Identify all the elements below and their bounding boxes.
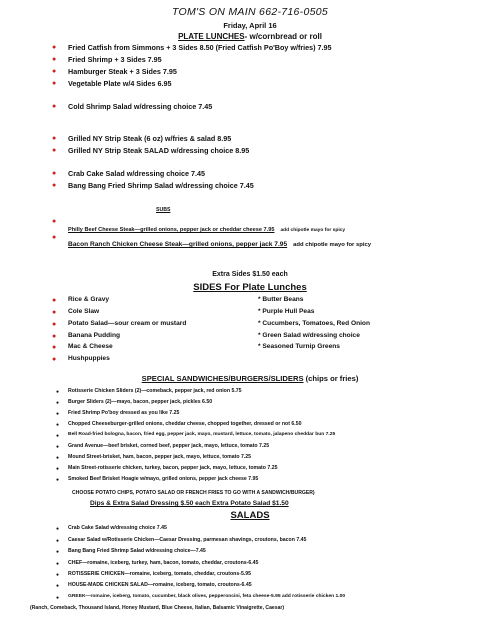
special-item: Chopped Cheeseburger-grilled onions, cheddar cheese, chopped together, dressed or not 6.50 <box>68 421 302 427</box>
bullet-icon: ● <box>56 538 60 544</box>
bullet-icon: ● <box>52 56 57 63</box>
plate-lunch-item: Vegetable Plate w/4 Sides 6.95 <box>68 79 172 88</box>
bullet-icon: ● <box>56 422 60 428</box>
bullet-icon: ● <box>56 389 60 395</box>
sandwich-side-note: CHOOSE POTATO CHIPS, POTATO SALAD OR FRENCH FRIES TO GO WITH A SANDWICH/BURGER) <box>72 490 315 496</box>
restaurant-title: TOM'S ON MAIN 662-716-0505 <box>171 6 329 18</box>
bullet-icon: ● <box>52 80 57 87</box>
subs-label: SUBS <box>156 207 171 213</box>
side-item: Potato Salad—sour cream or mustard <box>68 320 187 327</box>
bullet-icon: ● <box>52 68 57 75</box>
specials-title: SPECIAL SANDWICHES/BURGERS/SLIDERS <box>141 374 304 383</box>
plate-lunch-item: Cold Shrimp Salad w/dressing choice 7.45 <box>68 102 213 111</box>
bullet-icon: ● <box>56 572 60 578</box>
dips-pricing: Dips & Extra Salad Dressing $.50 each Extra Potato Salad $1.50 <box>90 500 289 507</box>
salad-item: Caesar Salad w/Rotisserie Chicken—Caesar Dressing, parmesan shavings, croutons, bacon 7.45 <box>68 537 307 543</box>
sub-item-main: Philly Beef Cheese Steak—grilled onions, pepper jack or cheddar cheese 7.95 <box>68 227 275 233</box>
salad-item: GREEK—romaine, iceberg, tomato, cucumber, black olives, pepperoncini, feta cheese-5.95 add rotisserie chicken 1.00 <box>68 594 346 599</box>
plate-lunches-title: PLATE LUNCHES <box>178 32 245 41</box>
special-item: Main Street-rotisserie chicken, turkey, bacon, pepper jack, mayo, lettuce, tomato 7.25 <box>68 465 278 471</box>
bullet-icon: ● <box>52 309 57 316</box>
plate-lunch-item: Bang Bang Fried Shrimp Salad w/dressing choice 7.45 <box>68 181 254 190</box>
bullet-icon: ● <box>56 595 60 601</box>
side-item: * Cucumbers, Tomatoes, Red Onion <box>258 320 370 327</box>
bullet-icon: ● <box>52 356 57 363</box>
salad-item: Crab Cake Salad w/dressing choice 7.45 <box>68 525 167 531</box>
bullet-icon: ● <box>52 147 57 154</box>
side-item: * Butter Beans <box>258 296 304 303</box>
salads-title: SALADS <box>230 510 270 521</box>
bullet-icon: ● <box>56 583 60 589</box>
side-item: Cole Slaw <box>68 308 100 315</box>
extra-sides-price: Extra Sides $1.50 each <box>212 271 288 278</box>
bullet-icon: ● <box>52 135 57 142</box>
bullet-icon: ● <box>56 526 60 532</box>
bullet-icon: ● <box>56 549 60 555</box>
bullet-icon: ● <box>52 333 57 340</box>
bullet-icon: ● <box>52 218 57 225</box>
bullet-icon: ● <box>52 170 57 177</box>
special-item: Fried Shrimp Po'boy dressed as you like 7.25 <box>68 410 180 416</box>
plate-lunch-item: Fried Shrimp + 3 Sides 7.95 <box>68 55 162 64</box>
bullet-icon: ● <box>52 297 57 304</box>
dressing-choices: (Ranch, Comeback, Thousand Island, Honey Mustard, Blue Cheese, Italian, Balsamic Vinaigrette, Caesar) <box>30 605 285 611</box>
bullet-icon: ● <box>56 433 60 439</box>
side-item: * Seasoned Turnip Greens <box>258 343 340 350</box>
plate-lunches-suffix: - w/cornbread or roll <box>244 32 322 41</box>
plate-lunch-item: Grilled NY Strip Steak (6 oz) w/fries & salad 8.95 <box>68 134 232 143</box>
bullet-icon: ● <box>56 466 60 472</box>
menu-date: Friday, April 16 <box>223 21 277 30</box>
bullet-icon: ● <box>52 321 57 328</box>
bullet-icon: ● <box>52 182 57 189</box>
plate-lunches-heading <box>0 32 500 41</box>
bullet-icon: ● <box>52 103 57 110</box>
plate-lunch-item: Crab Cake Salad w/dressing choice 7.45 <box>68 169 206 178</box>
sub-item-note: add chipotle mayo for spicy <box>280 228 346 233</box>
bullet-icon: ● <box>56 561 60 567</box>
special-item: Bell Road-fried bologna, bacon, fried egg, pepper jack, mayo, mustard, lettuce, tomato, jalapeno cheddar bun 7.25 <box>68 432 336 437</box>
sub-item <box>68 233 371 251</box>
special-item: Burger Sliders (2)—mayo, bacon, pepper jack, pickles 6.50 <box>68 399 213 405</box>
bullet-icon: ● <box>56 477 60 483</box>
bullet-icon: ● <box>56 444 60 450</box>
side-item: Rice & Gravy <box>68 296 110 303</box>
salad-item: CHEF—romaine, iceberg, turkey, ham, bacon, tomato, cheddar, croutons-6.45 <box>68 560 259 566</box>
special-item: Smoked Beef Brisket Hoagie w/mayo, grilled onions, pepper jack cheese 7.95 <box>68 476 259 482</box>
salad-item: ROTISSERIE CHICKEN—romaine, iceberg, tomato, cheddar, croutons-5.95 <box>68 571 252 577</box>
salad-item: HOUSE-MADE CHICKEN SALAD—romaine, iceberg, tomato, croutons-6.45 <box>68 582 252 588</box>
special-item: Grand Avenue—beef brisket, corned beef, pepper jack, mayo, lettuce, tomato 7.25 <box>68 443 270 449</box>
side-item: Mac & Cheese <box>68 343 113 350</box>
plate-lunch-item: Grilled NY Strip Steak SALAD w/dressing choice 8.95 <box>68 146 250 155</box>
side-item: * Purple Hull Peas <box>258 308 315 315</box>
side-item: * Green Salad w/dressing choice <box>258 332 360 339</box>
bullet-icon: ● <box>56 455 60 461</box>
bullet-icon: ● <box>52 44 57 51</box>
bullet-icon: ● <box>52 344 57 351</box>
bullet-icon: ● <box>52 234 57 241</box>
special-item: Rotisserie Chicken Sliders (2)—comeback, pepper jack, red onion 5.75 <box>68 388 242 394</box>
bullet-icon: ● <box>56 411 60 417</box>
side-item: Banana Pudding <box>68 332 121 339</box>
sub-item-note: add chipotle mayo for spicy <box>293 242 372 248</box>
side-item: Hushpuppies <box>68 355 110 362</box>
sub-item-main: Bacon Ranch Chicken Cheese Steak—grilled onions, pepper jack 7.95 <box>68 241 288 248</box>
special-item: Mound Street-brisket, ham, bacon, pepper jack, mayo, lettuce, tomato 7.25 <box>68 454 252 460</box>
sides-title: SIDES For Plate Lunches <box>193 282 307 293</box>
specials-title-suffix: (chips or fries) <box>303 374 359 383</box>
plate-lunch-item: Fried Catfish from Simmons + 3 Sides 8.50 (Fried Catfish Po'Boy w/fries) 7.95 <box>68 43 332 52</box>
salad-item: Bang Bang Fried Shrimp Salad w/dressing choice—7.45 <box>68 548 206 554</box>
plate-lunch-item: Hamburger Steak + 3 Sides 7.95 <box>68 67 177 76</box>
bullet-icon: ● <box>56 400 60 406</box>
specials-heading <box>0 374 500 383</box>
